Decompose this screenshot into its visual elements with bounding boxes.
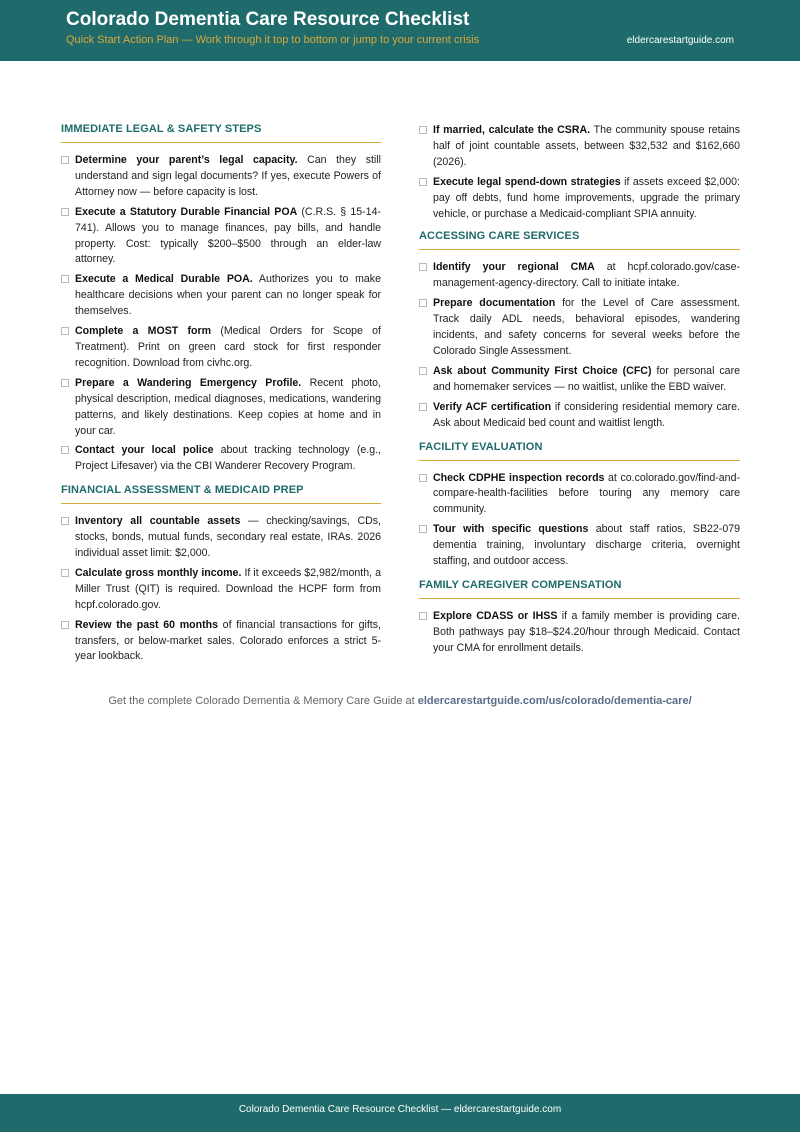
item-text: Authorizes you to make healthcare decisions when your parent can no longer speak for themselves. — [75, 273, 381, 318]
checkbox[interactable] — [419, 178, 427, 186]
checklist-item — [61, 566, 381, 614]
section-financial — [61, 484, 381, 665]
checklist-item — [419, 175, 740, 223]
item-text: (C.R.S. § 15-14-741). Allows you to manage finances, pay bills, and handle property. Cost: typically $200–$500 through an elder-law attorney. — [75, 205, 381, 266]
checklist-item — [61, 443, 381, 475]
checkbox[interactable] — [61, 379, 69, 387]
item-text: — checking/savings, CDs, stocks, bonds, mutual funds, secondary real estate, IRAs. 2026 individual asset limit: $2,000. — [75, 515, 381, 560]
section-family — [419, 579, 740, 657]
section-financial-continued — [419, 123, 740, 222]
header-site-link[interactable]: eldercarestartguide.com — [626, 35, 734, 46]
checklist-item — [61, 153, 381, 201]
item-lead: Complete a MOST form — [75, 325, 212, 338]
right-column — [419, 123, 740, 661]
item-lead: Inventory all countable assets — [75, 515, 241, 528]
checkbox[interactable] — [61, 446, 69, 454]
left-column — [61, 123, 381, 669]
checkbox[interactable] — [419, 612, 427, 620]
checklist-item — [419, 296, 740, 360]
checklist-item — [419, 471, 740, 519]
item-text: Recent photo, physical description, medical diagnoses, medications, wandering patterns, and likely destinations. Keep copies at home and in your car. — [75, 376, 381, 437]
checkbox[interactable] — [61, 569, 69, 577]
checkbox[interactable] — [61, 517, 69, 525]
checkbox[interactable] — [61, 327, 69, 335]
item-text: (Medical Orders for Scope of Treatment). Print on green card stock for first responder recognition. Download from civhc.org. — [75, 325, 381, 369]
item-text: The community spouse retains half of joint countable assets, between $32,532 and $162,660 (2026). — [433, 124, 741, 168]
checklist-item — [61, 618, 381, 666]
footer-bar — [0, 1094, 800, 1132]
item-lead: Execute a Statutory Durable Financial POA — [75, 205, 298, 218]
checkbox[interactable] — [419, 474, 427, 482]
page-title: Colorado Dementia Care Resource Checklist — [66, 9, 470, 30]
checkbox[interactable] — [419, 525, 427, 533]
checklist-item — [419, 123, 740, 171]
item-text: about staff ratios, SB22-079 dementia training, involuntary discharge criteria, overnight staffing, and outdoor access. — [433, 523, 740, 568]
checklist-item — [61, 272, 381, 320]
checkbox[interactable] — [61, 621, 69, 629]
item-lead: Ask about Community First Choice (CFC) — [433, 364, 652, 377]
item-lead: Prepare documentation — [433, 297, 556, 310]
checklist-item — [419, 400, 740, 432]
item-lead: Tour with specific questions — [433, 523, 589, 536]
checkbox[interactable] — [61, 208, 69, 216]
section-title: IMMEDIATE LEGAL & SAFETY STEPS — [61, 123, 381, 143]
item-text: if considering residential memory care. Ask about Medicaid bed count and waitlist length. — [433, 400, 741, 429]
checkbox[interactable] — [419, 299, 427, 307]
checklist-item — [419, 260, 740, 292]
item-lead: Prepare a Wandering Emergency Profile. — [75, 376, 302, 389]
footer-text: Colorado Dementia Care Resource Checklist — eldercarestartguide.com — [238, 1104, 562, 1115]
checklist-item — [61, 376, 381, 440]
section-legal — [61, 123, 381, 475]
header-banner — [0, 0, 800, 61]
item-text: if assets exceed $2,000: pay off debts, fund home improvements, upgrade the primary vehicle, or purchase a Medicaid-compliant SPIA annuity. — [433, 175, 740, 220]
guide-link[interactable]: eldercarestartguide.com/us/colorado/dementia-care/ — [417, 695, 692, 707]
checkbox[interactable] — [419, 367, 427, 375]
section-title: FACILITY EVALUATION — [419, 441, 740, 461]
item-text: for the Level of Care assessment. Track daily ADL needs, behavioral episodes, wandering incidents, and safety concerns for several weeks before the Colorado Single Assessment. — [433, 297, 740, 357]
section-care — [419, 230, 740, 431]
section-facility — [419, 441, 740, 570]
checkbox[interactable] — [419, 263, 427, 271]
item-lead: Execute a Medical Durable POA. — [75, 273, 253, 286]
item-lead: Contact your local police — [75, 444, 214, 457]
item-text: If it exceeds $2,982/month, a Miller Trust (QIT) is required. Download the HCPF form from hcpf.colorado.gov. — [75, 566, 381, 611]
checkbox[interactable] — [61, 156, 69, 164]
item-text: if a family member is providing care. Both pathways pay $18–$24.20/hour through Medicaid. Contact your CMA for enrollment details. — [433, 609, 740, 654]
item-lead: Check CDPHE inspection records — [433, 471, 605, 484]
item-text: at hcpf.colorado.gov/case-management-agency-directory. Call to initiate intake. — [433, 261, 740, 290]
item-text: at co.colorado.gov/find-and-compare-health-facilities before touring any memory care community. — [433, 471, 740, 516]
checkbox[interactable] — [419, 403, 427, 411]
item-lead: Verify ACF certification — [433, 400, 552, 413]
checklist-item — [419, 609, 740, 657]
checklist-item — [419, 364, 740, 396]
checklist-item — [61, 205, 381, 269]
checkbox[interactable] — [419, 126, 427, 134]
item-text: of financial transactions for gifts, transfers, or below-market sales. Colorado enforces a strict 5-year lookback. — [75, 618, 381, 663]
item-lead: Explore CDASS or IHSS — [433, 609, 558, 622]
section-title: ACCESSING CARE SERVICES — [419, 230, 740, 250]
section-title: FAMILY CAREGIVER COMPENSATION — [419, 579, 740, 599]
checklist-item — [419, 522, 740, 570]
item-text: Can they still understand and sign legal documents? If yes, execute Powers of Attorney now — before capacity is lost. — [75, 154, 381, 198]
item-lead: Review the past 60 months — [75, 618, 218, 631]
item-text: for personal care and homemaker services — no waitlist, unlike the EBD waiver. — [433, 364, 740, 393]
guide-callout — [0, 695, 800, 707]
item-lead: Identify your regional CMA — [433, 261, 595, 274]
guide-callout-text: Get the complete Colorado Dementia & Memory Care Guide at — [108, 695, 418, 707]
item-lead: If married, calculate the CSRA. — [433, 124, 591, 136]
section-title: FINANCIAL ASSESSMENT & MEDICAID PREP — [61, 484, 381, 504]
item-text: about tracking technology (e.g., Project Lifesaver) via the CBI Wanderer Recovery Program. — [75, 444, 381, 473]
checklist-item — [61, 324, 381, 372]
checklist-item — [61, 514, 381, 562]
item-lead: Calculate gross monthly income. — [75, 566, 242, 579]
item-lead: Determine your parent’s legal capacity. — [75, 154, 298, 166]
checkbox[interactable] — [61, 275, 69, 283]
item-lead: Execute legal spend-down strategies — [433, 175, 621, 188]
page-subtitle: Quick Start Action Plan — Work through it top to bottom or jump to your current crisis — [66, 34, 480, 46]
